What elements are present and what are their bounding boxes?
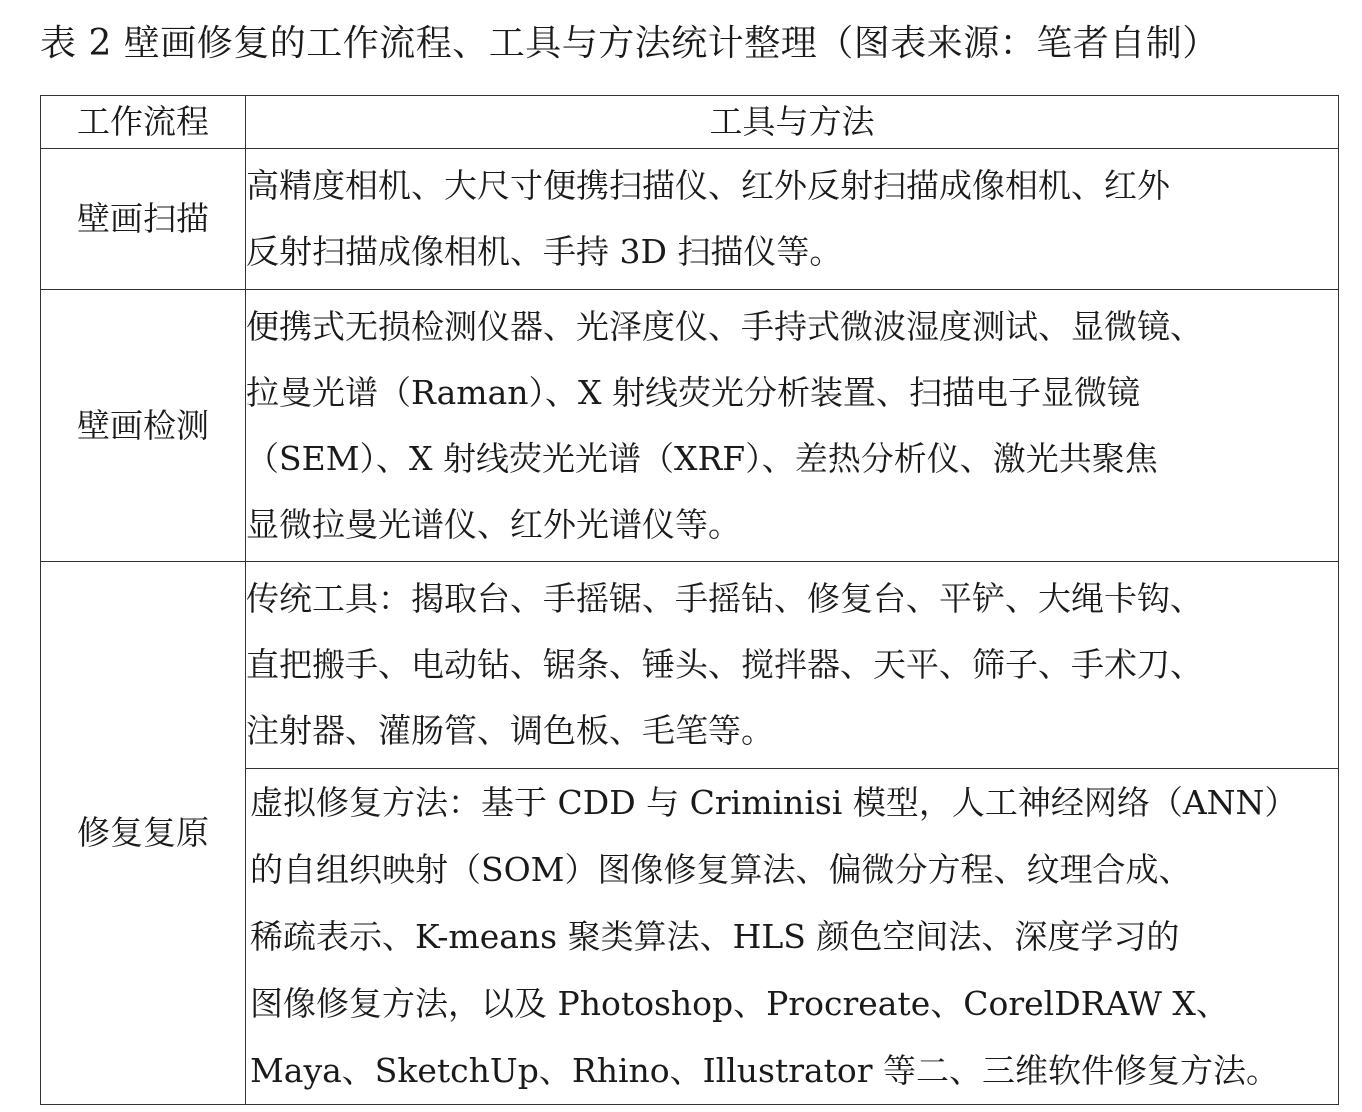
- tools-line: 的自组织映射（SOM）图像修复算法、偏微分方程、纹理合成、: [250, 850, 1192, 889]
- table-row: [41, 290, 1339, 562]
- tools-line: 传统工具：揭取台、手摇锯、手摇钻、修复台、平铲、大绳卡钩、: [246, 579, 1203, 618]
- tools-line: 拉曼光谱（Raman）、X 射线荧光分析装置、扫描电子显微镜: [246, 372, 1140, 412]
- workflow-table: [40, 95, 1339, 1105]
- table-caption: 表 2 壁画修复的工作流程、工具与方法统计整理（图表来源：笔者自制）: [40, 23, 1219, 64]
- table-row: [41, 149, 1339, 290]
- tools-virtual: [246, 769, 1339, 1105]
- step-mural-detection: 壁画检测: [41, 290, 246, 562]
- tools-line: 高精度相机、大尺寸便携扫描仪、红外反射扫描成像相机、红外: [246, 166, 1170, 205]
- tools-line: 注射器、灌肠管、调色板、毛笔等。: [246, 711, 774, 750]
- header-workflow: 工作流程: [41, 96, 246, 149]
- tools-line: Maya、SketchUp、Rhino、Illustrator 等二、三维软件修复方法。: [250, 1051, 1280, 1090]
- tools-line: 显微拉曼光谱仪、红外光谱仪等。: [246, 504, 741, 544]
- tools-line: 虚拟修复方法：基于 CDD 与 Criminisi 模型，人工神经网络（ANN）: [250, 783, 1298, 822]
- tools-traditional: [246, 562, 1339, 769]
- tools-line: 稀疏表示、K-means 聚类算法、HLS 颜色空间法、深度学习的: [250, 917, 1180, 956]
- step-restoration: 修复复原: [41, 562, 246, 1105]
- tools-line: 图像修复方法，以及 Photoshop、Procreate、CorelDRAW X、: [250, 984, 1229, 1023]
- tools-line: 直把搬手、电动钻、锯条、锤头、搅拌器、天平、筛子、手术刀、: [246, 645, 1203, 684]
- header-tools-methods: 工具与方法: [246, 96, 1339, 149]
- step-mural-scanning: 壁画扫描: [41, 149, 246, 290]
- tools-mural-detection: [246, 290, 1339, 562]
- tools-line: 反射扫描成像相机、手持 3D 扫描仪等。: [246, 232, 843, 271]
- table-header-row: [41, 96, 1339, 149]
- tools-line: （SEM）、X 射线荧光光谱（XRF）、差热分析仪、激光共聚焦: [246, 438, 1158, 478]
- tools-mural-scanning: [246, 149, 1339, 290]
- tools-line: 便携式无损检测仪器、光泽度仪、手持式微波湿度测试、显微镜、: [246, 306, 1203, 346]
- table-row: [41, 562, 1339, 769]
